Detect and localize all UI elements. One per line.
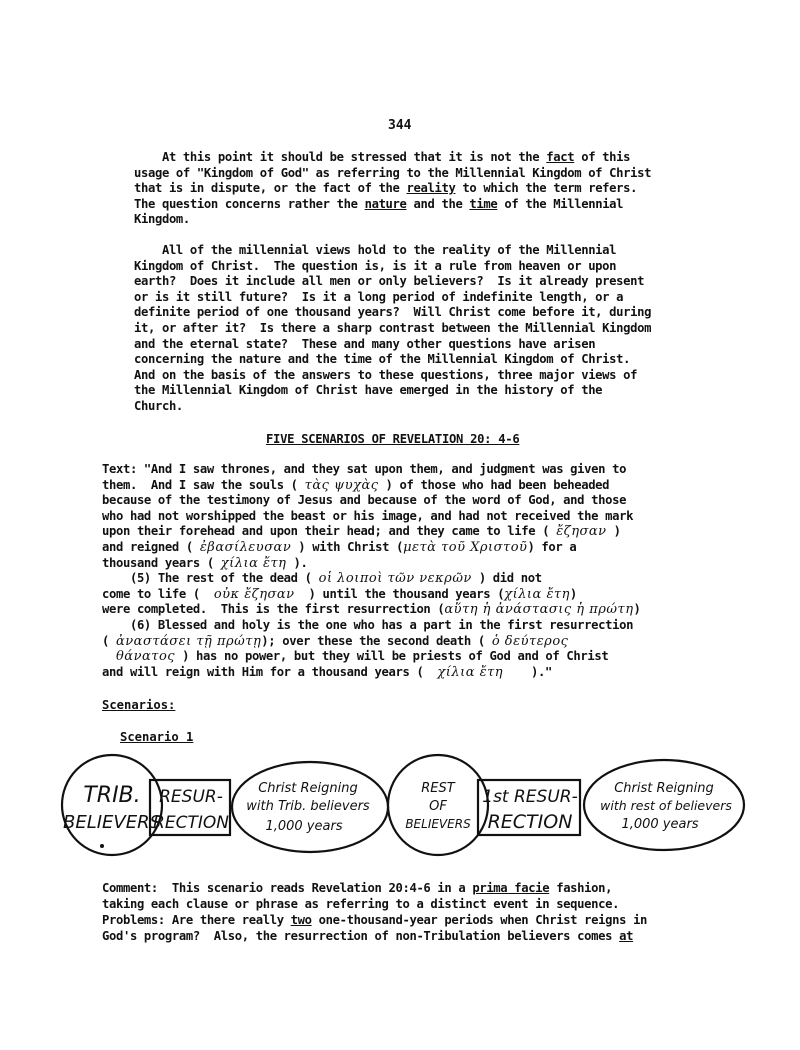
t9-c: ) bbox=[569, 586, 577, 601]
t6-c: ) for a bbox=[527, 539, 577, 554]
greek-loipoi: οἱ λοιποὶ τῶν νεκρῶν bbox=[318, 571, 472, 587]
b2-line2: RECTION bbox=[487, 811, 573, 833]
greek-souls: τὰς ψυχὰς bbox=[304, 477, 379, 493]
text-line-13 bbox=[102, 649, 702, 665]
c2-line1: REST bbox=[421, 781, 455, 796]
t14-b: )." bbox=[503, 664, 553, 679]
p1-l3-underline: reality bbox=[406, 181, 456, 196]
b2-line1: 1st RESUR- bbox=[482, 787, 578, 807]
o2-line3: 1,000 years bbox=[621, 817, 699, 832]
p1-line2: usage of "Kingdom of God" as referring to the Millennial Kingdom of Christ bbox=[134, 165, 652, 180]
t2-b: ) of those who had been beheaded bbox=[378, 477, 610, 492]
p1-l4-underline-1: nature bbox=[364, 196, 407, 211]
text-line-11: (6) Blessed and holy is the one who has a part in the first resurrection bbox=[102, 617, 634, 632]
text-line-5 bbox=[102, 524, 702, 540]
p1-l1-text-b: of this bbox=[574, 150, 631, 164]
greek-ouk: οὐκ ἔζησαν bbox=[213, 586, 295, 602]
p2-line: and the eternal state? These and many other questions have arisen bbox=[134, 336, 596, 351]
greek-anastasei: ἀναστάσει τῇ πρώτῃ bbox=[115, 633, 262, 649]
greek-ezesan: ἔζησαν bbox=[556, 524, 607, 540]
greek-chilia-1: χίλια ἔτη bbox=[220, 555, 287, 571]
o2-line2: with rest of believers bbox=[600, 798, 732, 813]
greek-ebasileusan: ἐβασίλευσαν bbox=[199, 539, 292, 555]
greek-aute: αὕτη ἡ ἀνάστασις ἡ πρώτη bbox=[444, 602, 634, 618]
t10-a: were completed. This is the first resurrection ( bbox=[102, 602, 445, 617]
comment-paragraph bbox=[102, 880, 712, 944]
paragraph-2 bbox=[134, 243, 694, 415]
p1-l4-text-a: The question concerns rather the bbox=[134, 196, 365, 211]
comment-line-2: taking each clause or phrase as referring to a distinct event in sequence. bbox=[102, 897, 620, 911]
p2-line: Kingdom of Christ. The question is, is it a rule from heaven or upon bbox=[134, 258, 617, 273]
text-line-7 bbox=[102, 556, 702, 572]
t6-b: ) with Christ ( bbox=[291, 539, 404, 554]
c2-line3: BELIEVERS bbox=[405, 817, 471, 831]
p2-line: the Millennial Kingdom of Christ have emerged in the history of the bbox=[134, 383, 603, 398]
paragraph-1 bbox=[134, 150, 694, 228]
t7-a: thousand years ( bbox=[102, 555, 221, 570]
c1-line2: BELIEVERS bbox=[62, 812, 162, 833]
c1-text-a: Comment: This scenario reads Revelation 20:4-6 in a bbox=[102, 881, 473, 895]
t5-b: ) bbox=[606, 524, 621, 539]
p1-l4-text-b: of the Millennial bbox=[497, 196, 624, 211]
t9-b: ) until the thousand years ( bbox=[294, 586, 505, 601]
text-line-4: who had not worshipped the beast or his image, and had not received the mark bbox=[102, 508, 634, 523]
t8-b: ) did not bbox=[471, 571, 542, 586]
section-heading: FIVE SCENARIOS OF REVELATION 20: 4-6 bbox=[266, 432, 520, 446]
p2-line: or is it still future? Is it a long period of indefinite length, or a bbox=[134, 289, 624, 304]
p1-l3-text-a: that is in dispute, or the fact of the bbox=[134, 181, 407, 196]
p1-l4-underline-2: time bbox=[469, 196, 498, 211]
t10-b: ) bbox=[633, 602, 641, 617]
text-line-6 bbox=[102, 540, 702, 556]
b1-line2: RECTION bbox=[153, 813, 229, 833]
greek-chilia-2: χίλια ἔτη bbox=[504, 586, 570, 602]
p1-line3 bbox=[134, 181, 637, 195]
scripture-text bbox=[102, 462, 702, 680]
text-line-12 bbox=[102, 634, 702, 650]
o2-line1: Christ Reigning bbox=[614, 781, 714, 796]
text-line-1: Text: "And I saw thrones, and they sat upon them, and judgment was given to bbox=[102, 462, 627, 476]
p1-l4-text-m: and the bbox=[406, 196, 470, 211]
text-line-10 bbox=[102, 602, 702, 618]
scenarios-label: Scenarios: bbox=[102, 698, 176, 712]
scenario-1-label: Scenario 1 bbox=[120, 730, 194, 744]
p1-l1-text-a: At this point it should be stressed that it is not the bbox=[134, 150, 547, 164]
scenario-1-diagram bbox=[60, 750, 750, 860]
text-line-14 bbox=[102, 665, 702, 681]
greek-thanatos: θάνατος bbox=[115, 649, 176, 665]
c1-underline: prima facie bbox=[472, 881, 550, 895]
t6-a: and reigned ( bbox=[102, 539, 200, 554]
t8-a: (5) The rest of the dead ( bbox=[102, 571, 319, 586]
p2-line: earth? Does it include all men or only believers? Is it already present bbox=[134, 274, 645, 289]
o1-line1: Christ Reigning bbox=[258, 781, 358, 796]
text-line-3: because of the testimony of Jesus and because of the word of God, and those bbox=[102, 493, 627, 508]
p2-line: And on the basis of the answers to these questions, three major views of bbox=[134, 367, 638, 382]
o1-line3: 1,000 years bbox=[265, 819, 343, 834]
p1-line1 bbox=[134, 150, 630, 164]
c3-text-a: Problems: Are there really bbox=[102, 913, 291, 927]
greek-deuteros: ὁ δεύτερος bbox=[491, 633, 569, 649]
p2-line: it, or after it? Is there a sharp contrast between the Millennial Kingdom bbox=[134, 320, 652, 335]
c4-text-a: God's program? Also, the resurrection of non-Tribulation believers comes bbox=[102, 929, 620, 943]
p1-l3-text-b: to which the term refers. bbox=[455, 181, 638, 196]
p1-line5: Kingdom. bbox=[134, 212, 190, 227]
t9-a: come to life ( bbox=[102, 586, 214, 601]
text-line-9 bbox=[102, 587, 702, 603]
page-number: 344 bbox=[388, 118, 412, 133]
p1-l1-underline: fact bbox=[546, 150, 575, 164]
c4-underline: at bbox=[619, 929, 634, 943]
greek-meta: μετὰ τοῦ Χριστοῦ bbox=[403, 539, 528, 555]
c1-text-b: fashion, bbox=[549, 881, 613, 895]
t12-a: ( bbox=[102, 633, 116, 648]
t12-b: ); over these the second death ( bbox=[261, 633, 492, 648]
t13-b: ) has no power, but they will be priests of God and of Christ bbox=[175, 649, 609, 664]
text-line-8 bbox=[102, 571, 702, 587]
text-line-2 bbox=[102, 478, 702, 494]
c1-line1: TRIB. bbox=[83, 783, 141, 808]
b1-line1: RESUR- bbox=[159, 787, 223, 807]
t5-a: upon their forehead and upon their head; and they came to life ( bbox=[102, 524, 557, 539]
p2-line: concerning the nature and the time of the Millennial Kingdom of Christ. bbox=[134, 352, 631, 367]
comment-line-1 bbox=[102, 881, 612, 895]
t14-a: and will reign with Him for a thousand years ( bbox=[102, 664, 438, 679]
comment-line-4 bbox=[102, 929, 633, 943]
greek-chilia-3: χίλια ἔτη bbox=[437, 664, 504, 680]
t7-b: ). bbox=[286, 555, 308, 570]
c3-text-b: one-thousand-year periods when Christ reigns in bbox=[311, 913, 648, 927]
stray-dot bbox=[100, 844, 104, 848]
o1-line2: with Trib. believers bbox=[246, 799, 370, 814]
p2-line: definite period of one thousand years? Will Christ come before it, during bbox=[134, 305, 652, 320]
c2-line2: OF bbox=[429, 799, 447, 814]
t13-a bbox=[102, 649, 116, 663]
t2-a: them. And I saw the souls ( bbox=[102, 477, 305, 492]
p1-line4 bbox=[134, 197, 623, 211]
p2-line: Church. bbox=[134, 398, 183, 413]
comment-line-3 bbox=[102, 913, 647, 927]
c3-underline: two bbox=[290, 913, 312, 927]
p2-line: All of the millennial views hold to the reality of the Millennial bbox=[134, 243, 617, 257]
